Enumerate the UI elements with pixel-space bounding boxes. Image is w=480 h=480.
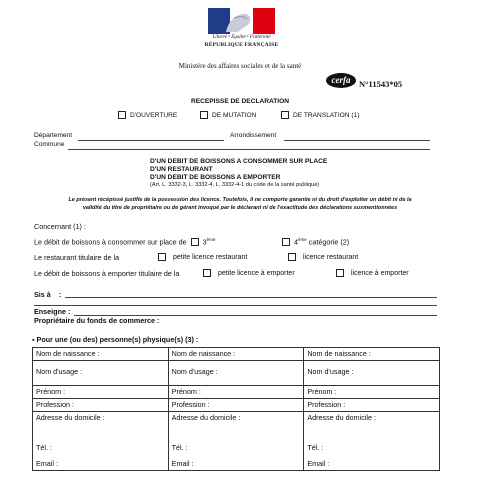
adresse-label: Adresse du domicile : xyxy=(36,413,105,422)
category-3: 3 xyxy=(202,237,207,247)
ministry-name: Ministère des affaires sociales et de la santé xyxy=(178,62,302,70)
concernant-label: Concernant (1) : xyxy=(34,222,86,231)
category-label: catégorie (2) xyxy=(308,237,350,247)
receipt-option-mutation[interactable] xyxy=(200,111,256,119)
proprietaire-label: Propriétaire du fonds de commerce : xyxy=(34,316,160,325)
concernant-row-2-opt1 xyxy=(158,253,247,261)
departement-field[interactable] xyxy=(78,140,224,141)
concernant-row-3: Le débit de boissons à emporter titulaire de la xyxy=(34,269,180,278)
nom-naissance-cell[interactable]: Nom de naissance : xyxy=(168,348,304,361)
receipt-option-translation[interactable] xyxy=(281,111,359,119)
option-label: petite licence à emporter xyxy=(218,269,295,277)
subject-articles: (Art. L. 3332-3, L. 3332-4, L. 3332-4-1 du code de la santé publique) xyxy=(150,182,320,188)
adresse-cell[interactable] xyxy=(33,412,169,471)
receipt-option-ouverture[interactable] xyxy=(118,111,177,119)
option-label: DE TRANSLATION (1) xyxy=(293,111,360,119)
adresse-cell[interactable] xyxy=(168,412,304,471)
checkbox[interactable] xyxy=(203,269,211,277)
profession-cell[interactable]: Profession : xyxy=(168,399,304,412)
option-label: D'OUVERTURE xyxy=(130,111,178,119)
motto: Liberté • Égalité • Fraternité xyxy=(212,35,271,40)
persons-section-title: ▪ Pour une (ou des) personne(s) physique(s) (3) : xyxy=(32,335,199,344)
checkbox[interactable] xyxy=(200,111,208,119)
email-label: Email : xyxy=(307,459,330,468)
row-text: Le débit de boissons à consommer sur place de xyxy=(34,237,187,247)
prenom-cell[interactable]: Prénom : xyxy=(33,386,169,399)
departement-label: Département xyxy=(34,132,73,139)
subject-line-2: D'UN RESTAURANT xyxy=(150,166,213,173)
republic-label: RÉPUBLIQUE FRANÇAISE xyxy=(204,42,279,48)
cerfa-logo xyxy=(326,73,356,88)
profession-cell[interactable]: Profession : xyxy=(33,399,169,412)
checkbox[interactable] xyxy=(281,111,289,119)
table-row xyxy=(33,348,440,361)
option-label: licence restaurant xyxy=(303,253,359,261)
arrondissement-field[interactable] xyxy=(284,140,430,141)
cerfa-logo-text: cerfa xyxy=(331,75,351,85)
tel-label: Tél. : xyxy=(307,443,324,452)
nom-usage-cell[interactable]: Nom d'usage : xyxy=(33,361,169,386)
receipt-title: RECEPISSE DE DECLARATION xyxy=(190,98,290,105)
concernant-row-3-opt1 xyxy=(203,269,295,277)
form-number: N°11543*05 xyxy=(359,79,403,89)
nom-usage-cell[interactable]: Nom d'usage : xyxy=(168,361,304,386)
commune-label: Commune xyxy=(34,141,65,148)
nom-usage-cell[interactable]: Nom d'usage : xyxy=(304,361,440,386)
notice-line-1: Le présent récépissé justifie de la possession des licence. Toutefois, il ne comporte garantie ni du droit d'exploiter un débit ni de la xyxy=(68,197,412,203)
checkbox[interactable] xyxy=(118,111,126,119)
concernant-row-1 xyxy=(34,237,215,246)
table-row xyxy=(33,412,440,471)
tel-label: Tél. : xyxy=(171,443,188,452)
adresse-label: Adresse du domicile : xyxy=(171,413,241,422)
table-row xyxy=(33,361,440,386)
email-label: Email : xyxy=(36,459,58,468)
option-label: DE MUTATION xyxy=(212,111,257,119)
table-row xyxy=(33,399,440,412)
sis-field[interactable] xyxy=(65,297,437,298)
checkbox[interactable] xyxy=(158,253,166,261)
concernant-row-2-opt2 xyxy=(288,253,358,261)
superscript: ème xyxy=(206,237,216,242)
sis-field-2[interactable] xyxy=(34,305,437,306)
concernant-row-2: Le restaurant titulaire de la xyxy=(34,253,120,262)
checkbox[interactable] xyxy=(282,238,290,246)
category-4: 4 xyxy=(294,237,298,247)
concernant-row-3-opt2 xyxy=(336,269,409,277)
marianne-logo xyxy=(208,8,275,34)
checkbox[interactable] xyxy=(191,238,199,246)
profession-cell[interactable]: Profession : xyxy=(304,399,440,412)
prenom-cell[interactable]: Prénom : xyxy=(304,386,440,399)
option-label: petite licence restaurant xyxy=(173,253,248,261)
sis-label: Sis à xyxy=(34,290,51,299)
subject-line-3: D'UN DEBIT DE BOISSONS A EMPORTER xyxy=(150,174,281,181)
checkbox[interactable] xyxy=(336,269,344,277)
nom-naissance-cell[interactable]: Nom de naissance : xyxy=(304,348,440,361)
option-label: licence à emporter xyxy=(351,269,409,277)
tel-label: Tél. : xyxy=(36,443,52,452)
commune-field[interactable] xyxy=(68,149,430,150)
subject-line-1: D'UN DEBIT DE BOISSONS A CONSOMMER SUR PLACE xyxy=(150,158,328,165)
email-label: Email : xyxy=(171,459,194,468)
nom-naissance-cell[interactable]: Nom de naissance : xyxy=(33,348,169,361)
arrondissement-label: Arrondissement xyxy=(230,132,277,139)
enseigne-label: Enseigne : xyxy=(34,307,71,316)
adresse-cell[interactable] xyxy=(304,412,440,471)
notice-line-2: validité du titre de propriétaire ou de gérant invoqué par le déclarant ni de l'exactitude des déclarations susmentionnées xyxy=(82,205,398,211)
prenom-cell[interactable]: Prénom : xyxy=(168,386,304,399)
adresse-label: Adresse du domicile : xyxy=(307,413,377,422)
sis-colon: : xyxy=(59,290,62,299)
checkbox[interactable] xyxy=(288,253,296,261)
table-row xyxy=(33,386,440,399)
superscript: ème xyxy=(298,237,307,242)
persons-table xyxy=(32,347,440,471)
concernant-row-1-opt2 xyxy=(282,237,349,246)
